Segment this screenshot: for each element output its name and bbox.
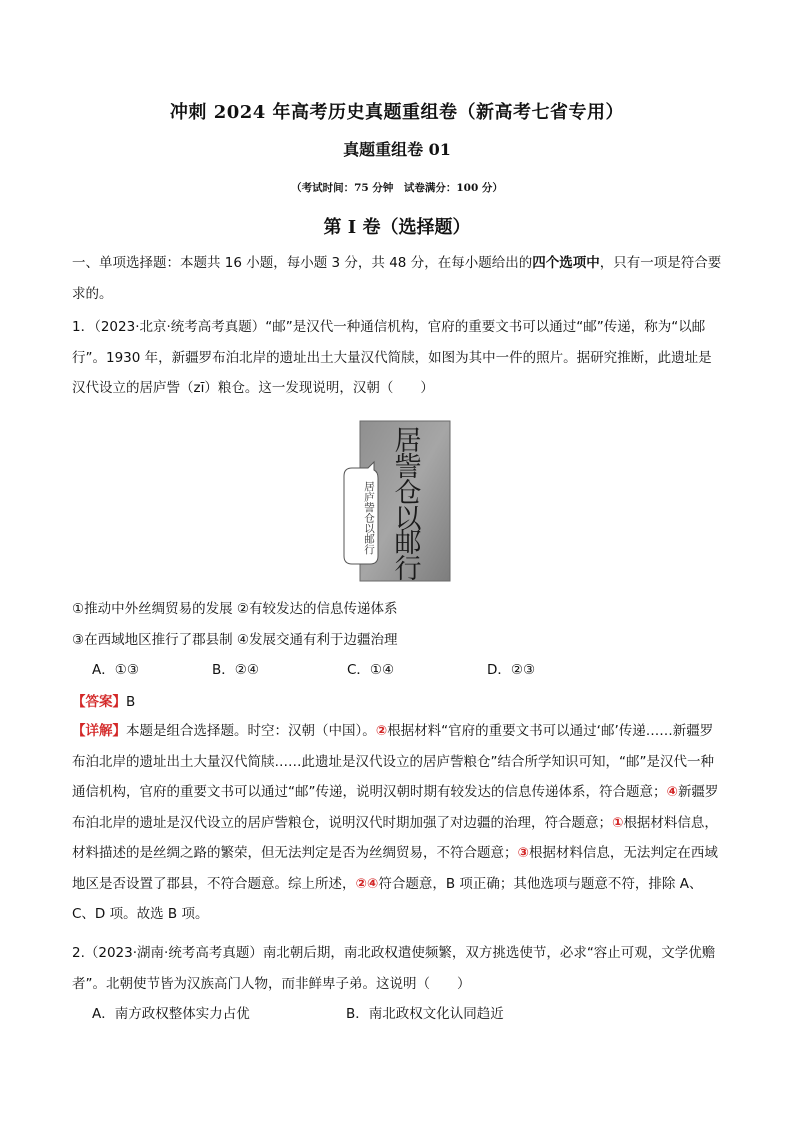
statements-line-1: ①推动中外丝绸贸易的发展 ②有较发达的信息传递体系	[72, 601, 398, 617]
q2-choice-a[interactable]: A．南方政权整体实力占优	[92, 1006, 250, 1022]
svg-text:居: 居	[394, 426, 422, 457]
statements-line-2: ③在西域地区推行了郡县制 ④发展交通有利于边疆治理	[72, 632, 398, 648]
detail-explanation	[72, 716, 722, 930]
q2-choice-b[interactable]: B．南北政权文化认同趋近	[346, 1006, 504, 1022]
figure-caption: 居庐訾仓以邮行	[363, 481, 375, 555]
svg-text:邮: 邮	[394, 528, 422, 559]
detail-marker-2: ②	[375, 723, 388, 739]
detail-text-1: 本题是组合选择题。时空：汉朝（中国）。	[126, 723, 376, 739]
question-1-stem: 1．（2023·北京·统考高考真题）“邮”是汉代一种通信机构，官府的重要文书可以通过“邮”传递，称为“以邮行”。1930 年，新疆罗布泊北岸的遗址出土大量汉代简牍，如图为其中一件的照片。据研究推断，此遗址是汉代设立的居庐訾（zī）粮仓。这一发现说明，汉朝（ ）	[72, 319, 712, 396]
svg-text:訾: 訾	[394, 452, 422, 483]
detail-marker-3: ③	[517, 845, 529, 861]
detail-text-3: 新疆罗布泊北岸的遗址是汉代设立的居庐訾粮仓，说明汉代时期加强了对边疆的治理，符合题意；	[72, 784, 719, 831]
choice-d[interactable]: D．②③	[487, 662, 536, 678]
instructions-bold: 四个选项中	[532, 255, 600, 271]
choice-b[interactable]: B．②④	[212, 662, 259, 678]
detail-marker-1: ①	[612, 814, 624, 831]
document-title: 冲刺 2024 年高考历史真题重组卷（新高考七省专用）	[169, 102, 625, 123]
detail-text-6: 符合题意，B 项正确；其他选项与题意不符，排除 A、C、D 项。故选 B 项。	[72, 875, 703, 922]
slip-glyphs	[395, 426, 423, 583]
bamboo-slip-figure	[340, 418, 460, 583]
exam-info: （考试时间：75 分钟 试卷满分：100 分）	[291, 182, 503, 194]
svg-text:以: 以	[394, 504, 422, 535]
detail-text-4: 根据材料信息，材料描述的是丝绸之路的繁荣，但无法判定是否为丝绸贸易，不符合题意；	[72, 814, 718, 861]
detail-text-2: 根据材料“官府的重要文书可以通过‘邮’传递……新疆罗布泊北岸的遗址出土大量汉代简牍……此遗址是汉代设立的居庐訾粮仓”结合所学知识可知，“邮”是汉代一种通信机构，官府的重要文书可以通过“邮”传递，说明汉朝时期有较发达的信息传递体系，符合题意；	[72, 723, 714, 800]
svg-text:仓: 仓	[394, 478, 422, 509]
instructions-text-a: 一、单项选择题：本题共 16 小题，每小题 3 分，共 48 分，在每小题给出的	[72, 255, 533, 271]
detail-text-5: 根据材料信息，无法判定在西域地区是否设置了郡县，不符合题意。综上所述，	[72, 845, 718, 892]
question-2-stem: 2.（2023·湖南·统考高考真题）南北朝后期，南北政权遣使频繁，双方挑选使节，必求“容止可观，文学优赡者”。北朝使节皆为汉族高门人物，而非鲜卑子弟。这说明（ ）	[72, 945, 716, 992]
choice-c[interactable]: C．①④	[347, 662, 395, 678]
section-title: 第 I 卷（选择题）	[323, 217, 471, 238]
instructions	[72, 248, 722, 309]
answer-line	[72, 690, 135, 710]
answer-label: 【答案】	[72, 694, 126, 710]
instructions-text-b: ，只有一项是符合要求的。	[72, 255, 722, 302]
choice-a[interactable]: A．①③	[92, 662, 139, 678]
detail-marker-4: ④	[666, 784, 678, 800]
answer-value: B	[126, 694, 136, 710]
document-subtitle: 真题重组卷 01	[343, 140, 451, 159]
svg-text:行: 行	[394, 554, 422, 583]
detail-label: 【详解】	[72, 723, 126, 739]
detail-marker-24: ②④	[355, 875, 379, 892]
